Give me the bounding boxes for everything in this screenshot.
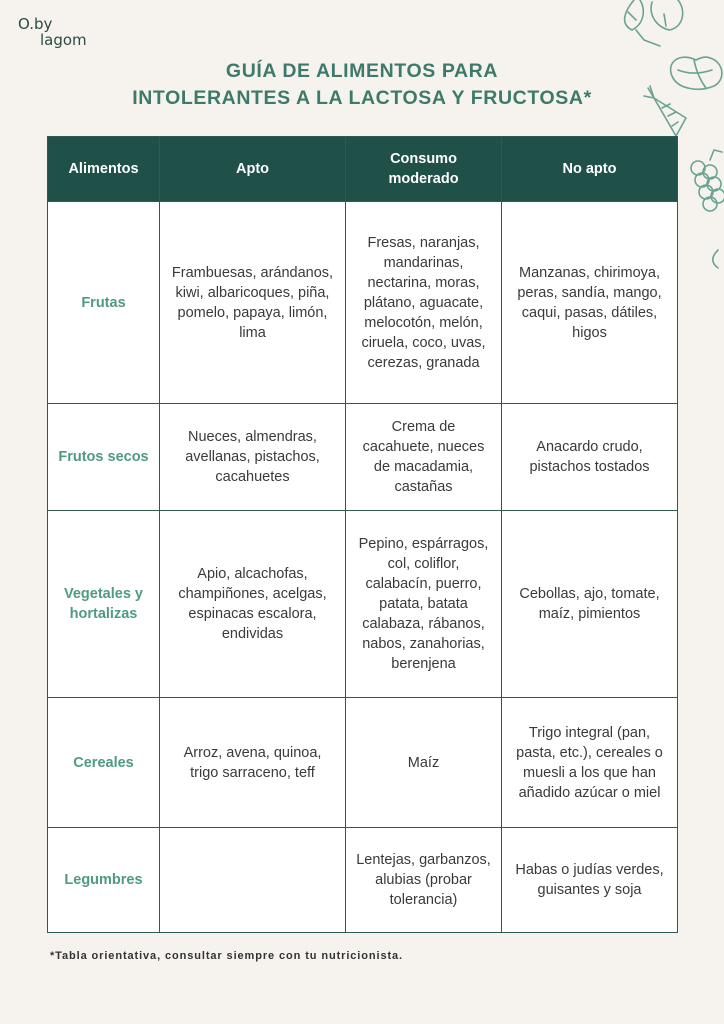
cell-no-apto: Trigo integral (pan, pasta, etc.), cereales o muesli a los que han añadido azúcar o miel xyxy=(502,698,678,828)
cell-apto: Arroz, avena, quinoa, trigo sarraceno, teff xyxy=(160,698,346,828)
header-no-apto: No apto xyxy=(502,137,678,202)
cell-no-apto: Anacardo crudo, pistachos tostados xyxy=(502,404,678,511)
table-row-vegetales xyxy=(48,511,678,698)
food-guide-table xyxy=(47,136,678,933)
cell-apto: Frambuesas, arándanos, kiwi, albaricoques, piña, pomelo, papaya, limón, lima xyxy=(160,202,346,404)
cell-apto xyxy=(160,828,346,933)
table-row-frutos-secos xyxy=(48,404,678,511)
brand-line-1: O.by xyxy=(18,15,53,33)
brand-logo xyxy=(18,16,87,48)
cell-no-apto: Cebollas, ajo, tomate, maíz, pimientos xyxy=(502,511,678,698)
footnote: *Tabla orientativa, consultar siempre con tu nutricionista. xyxy=(50,950,404,962)
table-row-cereales xyxy=(48,698,678,828)
header-alimentos: Alimentos xyxy=(48,137,160,202)
category-frutas: Frutas xyxy=(48,202,160,404)
page-title xyxy=(0,58,724,112)
brand-line-2: lagom xyxy=(40,31,87,49)
cell-apto: Nueces, almendras, avellanas, pistachos, cacahuetes xyxy=(160,404,346,511)
cell-moderado: Maíz xyxy=(346,698,502,828)
header-moderado-line-1: Consumo xyxy=(390,151,457,167)
cell-moderado: Lentejas, garbanzos, alubias (probar tolerancia) xyxy=(346,828,502,933)
cell-no-apto: Manzanas, chirimoya, peras, sandía, mango, caqui, pasas, dátiles, higos xyxy=(502,202,678,404)
table-row-frutas xyxy=(48,202,678,404)
title-line-1: GUÍA DE ALIMENTOS PARA xyxy=(225,60,499,82)
category-cereales: Cereales xyxy=(48,698,160,828)
table-row-legumbres xyxy=(48,828,678,933)
title-line-2: INTOLERANTES A LA LACTOSA Y FRUCTOSA* xyxy=(132,87,592,109)
category-legumbres: Legumbres xyxy=(48,828,160,933)
header-moderado-line-2: moderado xyxy=(388,171,459,187)
cell-moderado: Pepino, espárragos, col, coliflor, calabacín, puerro, patata, batata calabaza, rábanos, nabos, zanahorias, berenjena xyxy=(346,511,502,698)
cell-moderado: Fresas, naranjas, mandarinas, nectarina, moras, plátano, aguacate, melocotón, melón, ciruela, coco, uvas, cerezas, granada xyxy=(346,202,502,404)
table-header-row xyxy=(48,137,678,202)
header-apto: Apto xyxy=(160,137,346,202)
category-frutos-secos: Frutos secos xyxy=(48,404,160,511)
category-vegetales: Vegetales y hortalizas xyxy=(48,511,160,698)
cell-apto: Apio, alcachofas, champiñones, acelgas, espinacas escalora, endividas xyxy=(160,511,346,698)
cell-no-apto: Habas o judías verdes, guisantes y soja xyxy=(502,828,678,933)
cell-moderado: Crema de cacahuete, nueces de macadamia, castañas xyxy=(346,404,502,511)
header-consumo-moderado xyxy=(346,137,502,202)
